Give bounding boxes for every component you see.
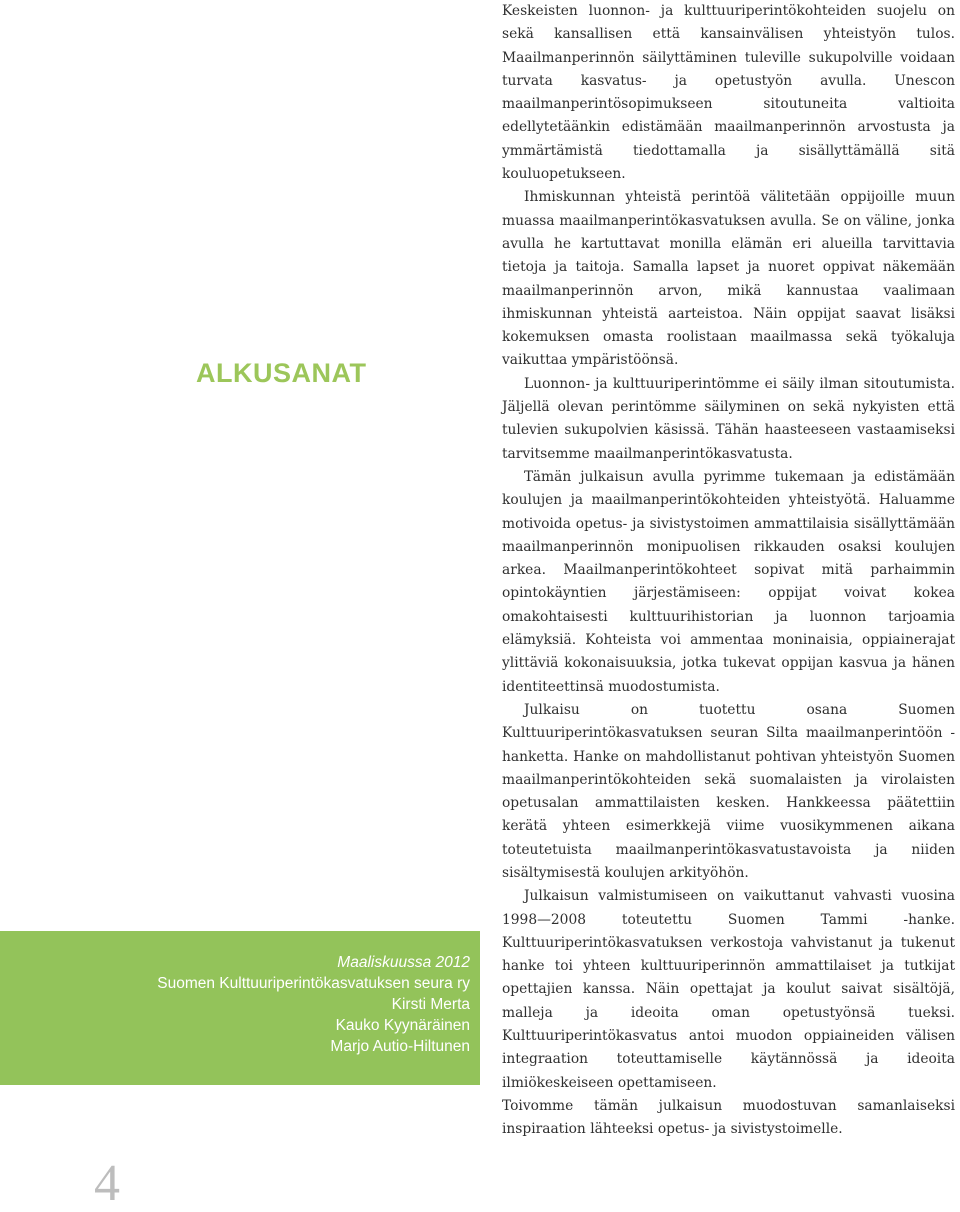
page-heading: ALKUSANAT xyxy=(196,358,367,388)
body-text xyxy=(502,0,955,1142)
signature-date: Maaliskuussa 2012 xyxy=(337,954,470,971)
signature-author: Marjo Autio-Hiltunen xyxy=(330,1038,470,1055)
signature-organization: Suomen Kulttuuriperintökasvatuksen seura ry xyxy=(157,975,470,992)
signature-box xyxy=(0,931,480,1085)
paragraph: Keskeisten luonnon- ja kulttuuriperintökohteiden suojelu on sekä kansallisen että kansainvälisen yhteistyön tulos. Maailmanperinnön säilyttäminen tuleville sukupolville voidaan turvata kasvatus- ja opetustyön avulla. Unescon maailmanperintösopimukseen sitoutuneita valtioita edellytetäänkin edistämään maailmanperinnön arvostusta ja ymmärtämistä tiedottamalla ja sisällyttämällä sitä kouluopetukseen. xyxy=(502,3,955,183)
signature-author: Kauko Kyynäräinen xyxy=(335,1017,470,1034)
paragraph: Julkaisu on tuotettu osana Suomen Kulttuuriperintökasvatuksen seuran Silta maailmanperintöön -hanketta. Hanke on mahdollistanut pohtivan yhteistyön Suomen maailmanperintökohteiden sekä suomalaisten ja virolaisten opetusalan ammattilaisten kesken. Hankkeessa päätettiin kerätä yhteen esimerkkejä viime vuosikymmenen aikana toteutetuista maailmanperintökasvatustavoista ja niiden sisältymisestä koulujen arkityöhön. xyxy=(502,701,955,881)
page-number: 4 xyxy=(94,1155,120,1212)
paragraph: Toivomme tämän julkaisun muodostuvan samanlaiseksi inspiraation lähteeksi opetus- ja sivistystoimelle. xyxy=(502,1097,955,1138)
paragraph: Tämän julkaisun avulla pyrimme tukemaan ja edistämään koulujen ja maailmanperintökohteiden yhteistyötä. Haluamme motivoida opetus- ja sivistystoimen ammattilaisia sisällyttämään maailmanperinnön monipuolisen rikkauden osaksi koulujen arkea. Maailmanperintökohteet sopivat mitä parhaimmin opintokäyntien järjestämiseen: oppijat voivat kokea omakohtaisesti kulttuurihistorian ja luonnon tarjoamia elämyksiä. Kohteista voi ammentaa moninaisia, oppiainerajat ylittäviä kokonaisuuksia, jotka tukevat oppijan kasvua ja hänen identiteettinsä muodostumista. xyxy=(502,468,955,695)
paragraph: Ihmiskunnan yhteistä perintöä välitetään oppijoille muun muassa maailmanperintökasvatuksen avulla. Se on väline, jonka avulla he kartuttavat monilla elämän eri alueilla tarvittavia tietoja ja taitoja. Samalla lapset ja nuoret oppivat näkemään maailmanperinnön arvon, mikä kannustaa vaalimaan ihmiskunnan yhteistä aarteistoa. Näin oppijat saavat lisäksi kokemuksen omasta roolistaan maailmassa sekä työkaluja vaikuttaa ympäristöönsä. xyxy=(502,189,955,369)
paragraph: Luonnon- ja kulttuuriperintömme ei säily ilman sitoutumista. Jäljellä olevan perintömme säilyminen on sekä nykyisten että tulevien sukupolvien käsissä. Tähän haasteeseen vastaamiseksi tarvitsemme maailmanperintökasvatusta. xyxy=(502,375,955,462)
paragraph: Julkaisun valmistumiseen on vaikuttanut vahvasti vuosina 1998—2008 toteutettu Suomen Tammi -hanke. Kulttuuriperintökasvatuksen verkostoja vahvistanut ja tukenut hanke toi yhteen kulttuuriperinnön ammattilaiset ja tutkijat opettajien kanssa. Näin opettajat ja koulut saivat sisältöjä, malleja ja ideoita oman opetustyönsä tueksi. Kulttuuriperintökasvatus antoi muodon oppiaineiden välisen integraation toteuttamiselle käytännössä ja ideoita ilmiökeskeiseen opettamiseen. xyxy=(502,888,955,1091)
signature-author: Kirsti Merta xyxy=(391,996,470,1013)
